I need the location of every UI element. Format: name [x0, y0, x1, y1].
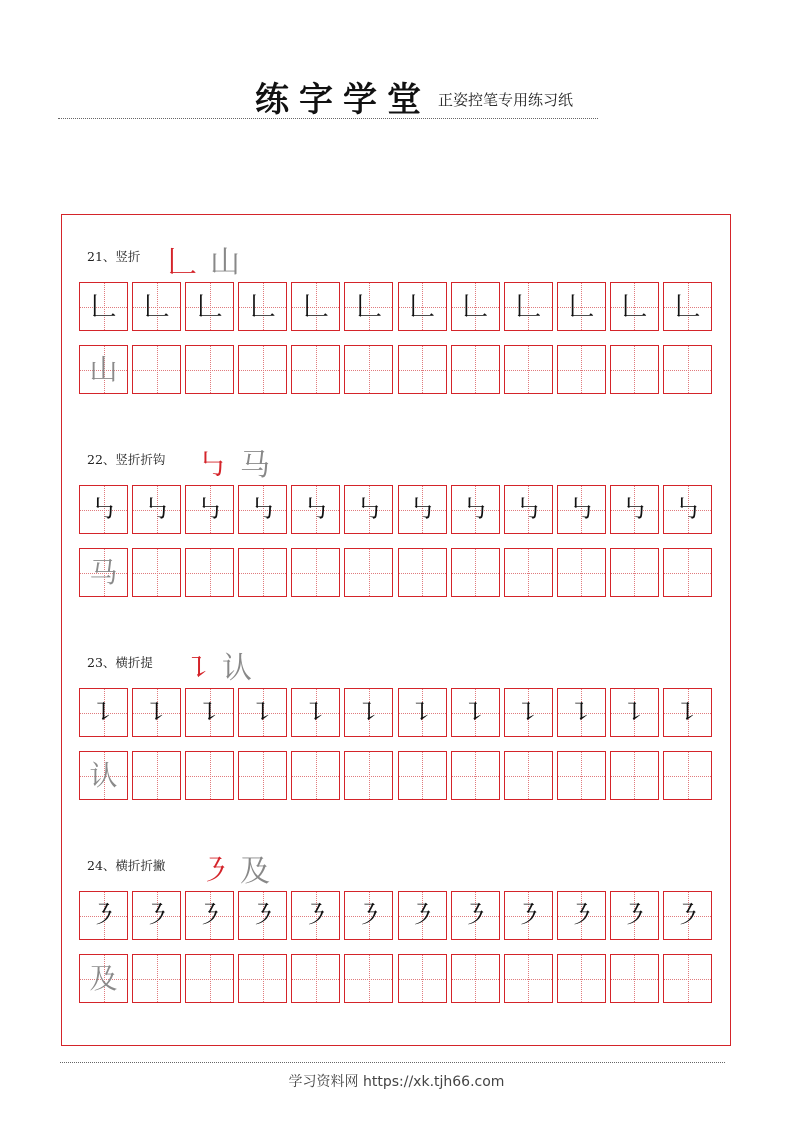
stroke-trace: ㇉: [462, 494, 489, 525]
practice-cell: [451, 954, 500, 1003]
practice-cell: [451, 345, 500, 394]
practice-cell: [132, 954, 181, 1003]
character-trace: 马: [89, 555, 118, 589]
practice-cell: [398, 282, 447, 331]
section-label: 22、竖折折钩: [87, 452, 166, 467]
practice-cell: [610, 485, 659, 534]
footer-divider: [60, 1062, 725, 1063]
practice-cell: [291, 548, 340, 597]
practice-cell: [398, 485, 447, 534]
practice-cell: [79, 688, 128, 737]
practice-cell: [663, 548, 712, 597]
character-trace: 及: [89, 961, 118, 995]
character-practice-row: [79, 954, 716, 1003]
stroke-trace: ㇋: [355, 900, 382, 931]
stroke-trace: 𠃊: [674, 291, 701, 322]
practice-cell: [132, 282, 181, 331]
practice-cell: [663, 282, 712, 331]
stroke-trace: 𠃊: [90, 291, 117, 322]
practice-cell: [398, 688, 447, 737]
practice-cell: [344, 485, 393, 534]
stroke-trace: 𠃊: [196, 291, 223, 322]
practice-cell: [344, 345, 393, 394]
stroke-trace: ㇉: [90, 494, 117, 525]
stroke-trace: ㇋: [249, 900, 276, 931]
practice-cell: [557, 751, 606, 800]
practice-cell: [344, 282, 393, 331]
page-title: 练字学堂: [255, 80, 431, 120]
character-sample: 及: [240, 854, 270, 889]
practice-cell: [610, 688, 659, 737]
stroke-practice-row: [79, 891, 716, 940]
practice-cell: [451, 751, 500, 800]
practice-cell: [504, 954, 553, 1003]
page-subtitle: 正姿控笔专用练习纸: [438, 91, 574, 109]
stroke-trace: ㇋: [90, 900, 117, 931]
stroke-sample: ㇋: [200, 854, 230, 889]
stroke-trace: ㇉: [674, 494, 701, 525]
practice-cell: [398, 954, 447, 1003]
stroke-trace: 𠃊: [302, 291, 329, 322]
practice-cell: [663, 485, 712, 534]
practice-cell: [291, 485, 340, 534]
section-label: 24、横折折撇: [87, 858, 166, 873]
stroke-trace: ㇊: [621, 697, 648, 728]
practice-cell: [451, 485, 500, 534]
practice-cell: [557, 345, 606, 394]
header-divider: [58, 118, 598, 119]
stroke-trace: ㇉: [196, 494, 223, 525]
footer-link[interactable]: 学习资料网 https://xk.tjh66.com: [288, 1074, 505, 1090]
practice-cell: [79, 345, 128, 394]
practice-cell: [504, 688, 553, 737]
stroke-sample: ㇉: [197, 448, 227, 483]
practice-cell: [185, 954, 234, 1003]
stroke-practice-row: [79, 282, 716, 331]
stroke-trace: 𠃊: [568, 291, 595, 322]
practice-cell: [132, 485, 181, 534]
character-sample: 山: [210, 245, 240, 280]
practice-cell: [132, 751, 181, 800]
section-label: 23、横折提: [87, 655, 153, 670]
practice-cell: [557, 485, 606, 534]
stroke-sample: ㇊: [184, 651, 214, 686]
character-sample: 认: [222, 651, 252, 686]
practice-cell: [663, 751, 712, 800]
stroke-trace: ㇊: [355, 697, 382, 728]
stroke-trace: 𠃊: [355, 291, 382, 322]
section-label: 21、竖折: [87, 249, 141, 264]
practice-cell: [663, 891, 712, 940]
stroke-trace: 𠃊: [621, 291, 648, 322]
practice-cell: [238, 751, 287, 800]
stroke-trace: ㇊: [674, 697, 701, 728]
practice-frame: [61, 214, 731, 1046]
practice-cell: [398, 891, 447, 940]
practice-cell: [610, 345, 659, 394]
practice-cell: [398, 751, 447, 800]
practice-cell: [610, 891, 659, 940]
stroke-trace: ㇉: [409, 494, 436, 525]
practice-cell: [79, 954, 128, 1003]
practice-cell: [557, 548, 606, 597]
practice-cell: [185, 282, 234, 331]
stroke-trace: 𠃊: [409, 291, 436, 322]
practice-cell: [238, 282, 287, 331]
practice-cell: [344, 954, 393, 1003]
stroke-trace: ㇊: [515, 697, 542, 728]
stroke-trace: ㇉: [302, 494, 329, 525]
stroke-trace: ㇉: [249, 494, 276, 525]
practice-cell: [610, 954, 659, 1003]
stroke-trace: ㇋: [621, 900, 648, 931]
practice-cell: [238, 485, 287, 534]
stroke-trace: ㇊: [302, 697, 329, 728]
practice-cell: [504, 345, 553, 394]
practice-cell: [557, 891, 606, 940]
stroke-trace: ㇊: [409, 697, 436, 728]
practice-cell: [610, 751, 659, 800]
practice-cell: [663, 345, 712, 394]
practice-cell: [344, 751, 393, 800]
practice-cell: [291, 891, 340, 940]
practice-cell: [185, 485, 234, 534]
practice-cell: [132, 345, 181, 394]
practice-cell: [291, 282, 340, 331]
practice-cell: [610, 282, 659, 331]
practice-cell: [344, 688, 393, 737]
stroke-trace: ㇋: [143, 900, 170, 931]
practice-cell: [185, 751, 234, 800]
practice-cell: [398, 548, 447, 597]
stroke-trace: ㇊: [196, 697, 223, 728]
stroke-trace: 𠃊: [249, 291, 276, 322]
practice-cell: [185, 891, 234, 940]
stroke-trace: ㇋: [674, 900, 701, 931]
stroke-trace: ㇋: [196, 900, 223, 931]
practice-cell: [291, 751, 340, 800]
stroke-trace: ㇉: [568, 494, 595, 525]
character-trace: 山: [89, 352, 118, 386]
practice-cell: [610, 548, 659, 597]
practice-cell: [504, 891, 553, 940]
stroke-trace: ㇉: [355, 494, 382, 525]
stroke-sample: 𠃊: [167, 245, 197, 280]
practice-cell: [185, 688, 234, 737]
stroke-trace: 𠃊: [462, 291, 489, 322]
practice-cell: [79, 485, 128, 534]
practice-cell: [132, 891, 181, 940]
practice-cell: [238, 954, 287, 1003]
practice-cell: [344, 548, 393, 597]
practice-cell: [79, 548, 128, 597]
stroke-trace: 𠃊: [143, 291, 170, 322]
practice-cell: [291, 345, 340, 394]
practice-cell: [504, 751, 553, 800]
stroke-trace: ㇉: [515, 494, 542, 525]
practice-cell: [398, 345, 447, 394]
practice-cell: [238, 891, 287, 940]
practice-cell: [132, 548, 181, 597]
stroke-trace: ㇊: [143, 697, 170, 728]
character-practice-row: [79, 751, 716, 800]
character-practice-row: [79, 548, 716, 597]
practice-cell: [79, 751, 128, 800]
practice-cell: [291, 954, 340, 1003]
practice-cell: [557, 282, 606, 331]
stroke-trace: 𠃊: [515, 291, 542, 322]
practice-cell: [663, 954, 712, 1003]
practice-cell: [663, 688, 712, 737]
practice-cell: [557, 954, 606, 1003]
practice-cell: [451, 548, 500, 597]
character-trace: 认: [89, 758, 118, 792]
practice-cell: [451, 891, 500, 940]
stroke-trace: ㇋: [568, 900, 595, 931]
stroke-trace: ㇉: [621, 494, 648, 525]
practice-cell: [238, 345, 287, 394]
stroke-trace: ㇉: [143, 494, 170, 525]
stroke-trace: ㇊: [249, 697, 276, 728]
practice-cell: [291, 688, 340, 737]
practice-cell: [238, 548, 287, 597]
character-sample: 马: [240, 448, 270, 483]
practice-cell: [79, 282, 128, 331]
stroke-trace: ㇋: [462, 900, 489, 931]
practice-cell: [451, 688, 500, 737]
stroke-trace: ㇋: [302, 900, 329, 931]
practice-cell: [504, 282, 553, 331]
practice-cell: [132, 688, 181, 737]
stroke-practice-row: [79, 688, 716, 737]
practice-cell: [344, 891, 393, 940]
stroke-trace: ㇋: [515, 900, 542, 931]
stroke-trace: ㇊: [90, 697, 117, 728]
stroke-trace: ㇊: [462, 697, 489, 728]
practice-cell: [185, 548, 234, 597]
practice-cell: [504, 485, 553, 534]
practice-cell: [238, 688, 287, 737]
practice-cell: [79, 891, 128, 940]
stroke-trace: ㇋: [409, 900, 436, 931]
practice-cell: [185, 345, 234, 394]
stroke-practice-row: [79, 485, 716, 534]
character-practice-row: [79, 345, 716, 394]
practice-cell: [557, 688, 606, 737]
stroke-trace: ㇊: [568, 697, 595, 728]
practice-cell: [504, 548, 553, 597]
practice-cell: [451, 282, 500, 331]
